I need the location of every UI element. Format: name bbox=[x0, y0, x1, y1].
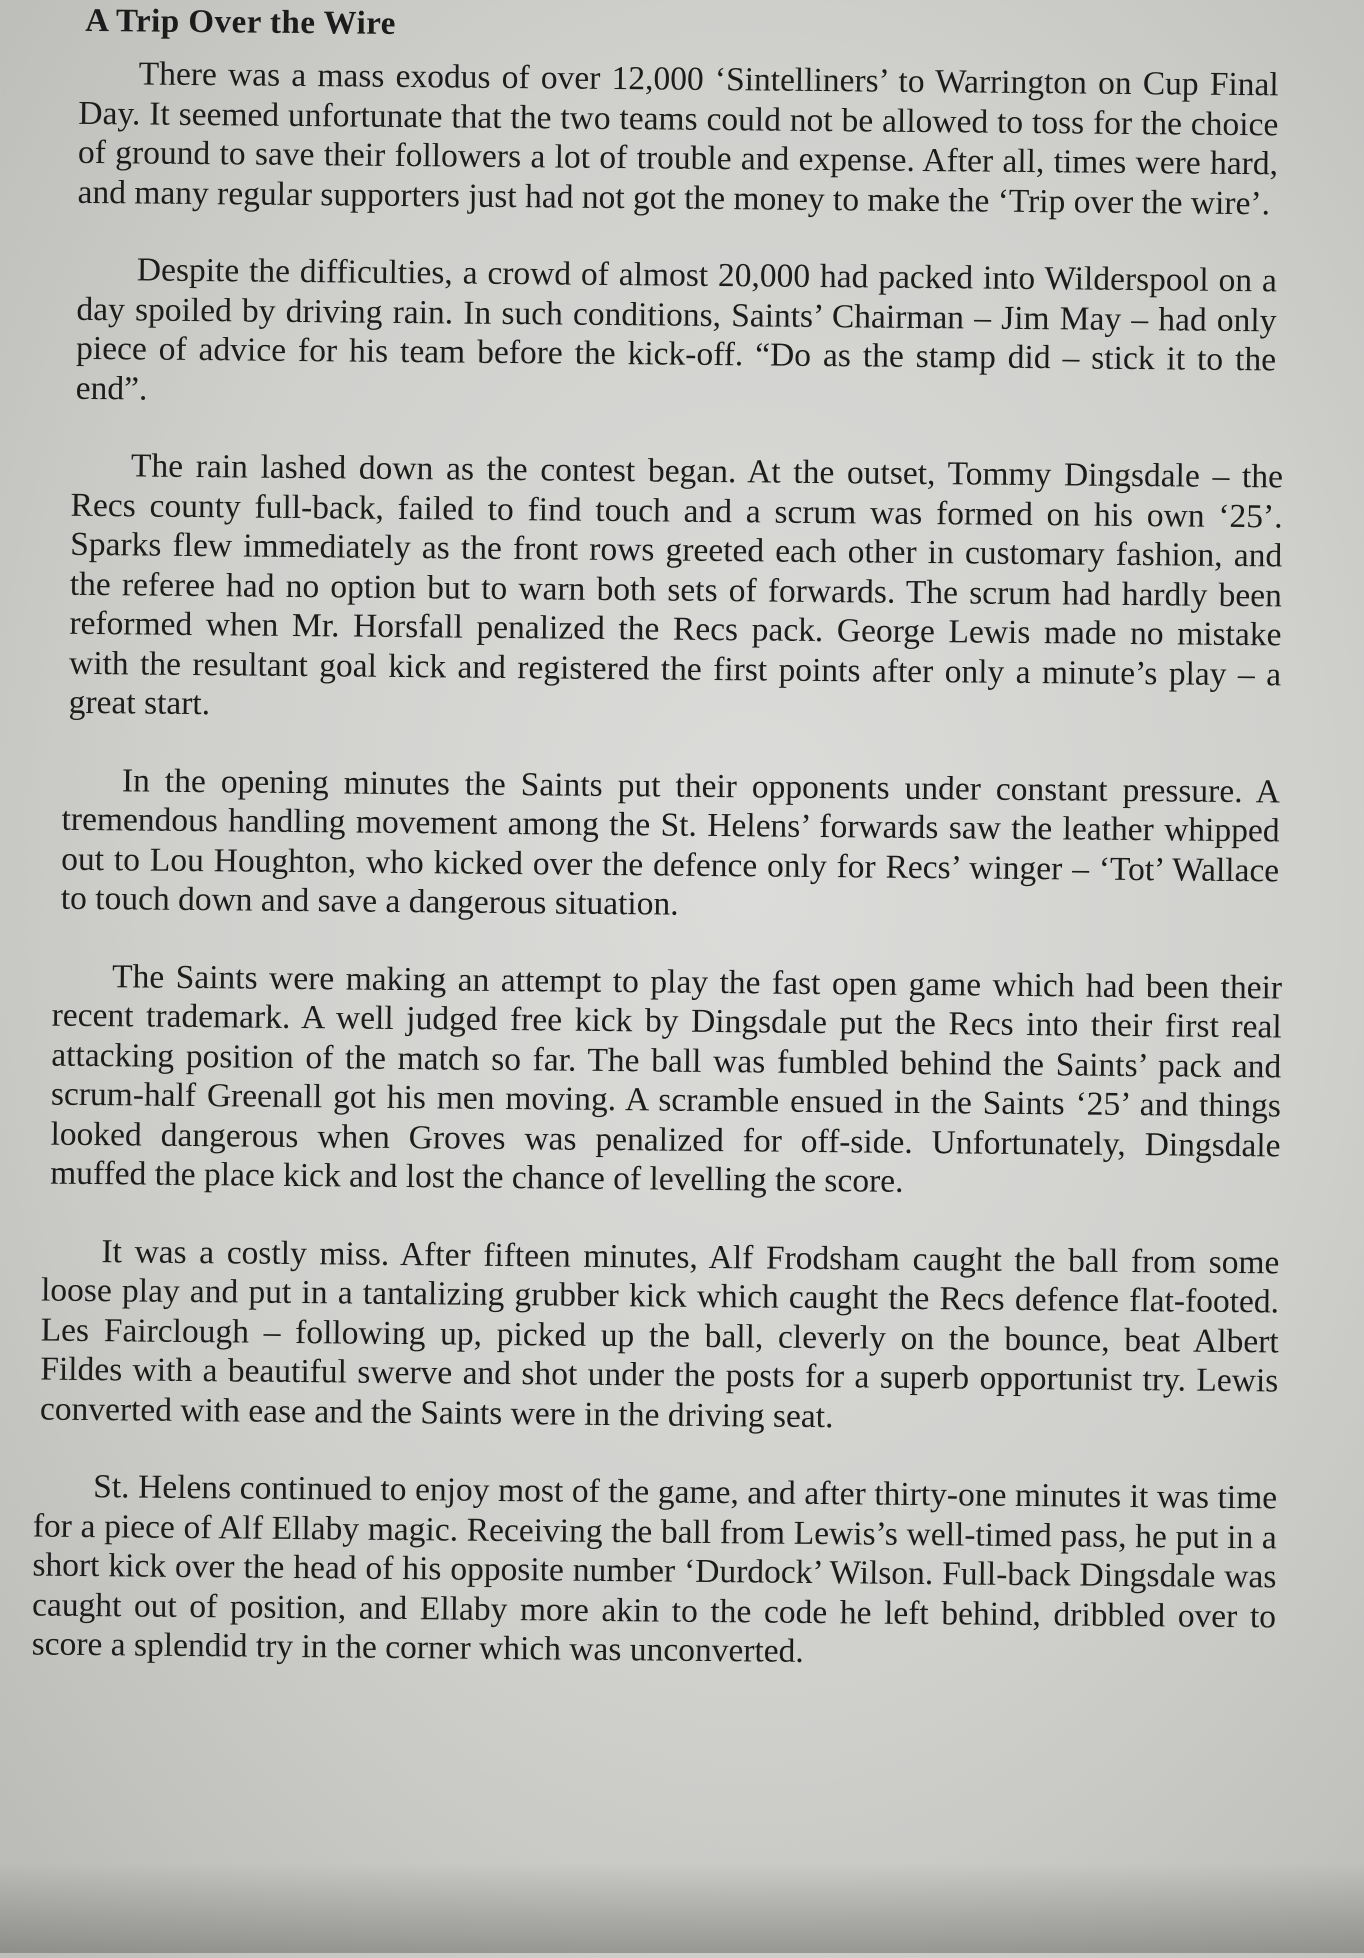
section-heading: A Trip Over the Wire bbox=[85, 2, 397, 42]
paragraph-3: The rain lashed down as the contest began. At the outset, Tommy Dingsdale – the Recs county full-back, failed to find touch and a scrum was formed on his own ‘25’. Sparks flew immediately as the front rows greeted each other in customary fashion, and the referee had no option but to warn both sets of forwards. The scrum had hardly been reformed when Mr. Horsfall penalized the Recs pack. George Lewis made no mistake with the resultant goal kick and registered the first points after only a minute’s play – a great start. bbox=[68, 447, 1284, 723]
paragraph-2: Despite the difficulties, a crowd of almost 20,000 had packed into Wilderspool on a day spoiled by driving rain. In such conditions, Saints’ Chairman – Jim May – had only piece of advice for his team before the kick-off. “Do as the stamp did – stick it to the end”. bbox=[75, 251, 1278, 408]
paragraph-5: The Saints were making an attempt to play the fast open game which had been their recent trademark. A well judged free kick by Dingsdale put the Recs into their first real attacking position of the match so far. The ball was fumbled behind the Saints’ pack and scrum-half Greenall got his men moving. A scramble ensued in the Saints ‘25’ and things looked dangerous when Groves was penalized for off-side. Unfortunately, Dingsdale muffed the place kick and lost the chance of levelling the score. bbox=[50, 957, 1283, 1200]
paragraph-4: In the opening minutes the Saints put their opponents under constant pressure. A tremendous handling movement among the St. Helens’ forwards saw the leather whipped out to Lou Houghton, who kicked over the defence only for Recs’ winger – ‘Tot’ Wallace to touch down and save a dangerous situation. bbox=[60, 761, 1281, 923]
paragraph-6: It was a costly miss. After fifteen minutes, Alf Frodsham caught the ball from some loose play and put in a tantalizing grubber kick which caught the Recs defence flat-footed. Les Fairclough – following up, picked up the ball, cleverly on the bounce, beat Albert Fildes with a beautiful swerve and shot under the posts for a superb opportunist try. Lewis converted with ease and the Saints were in the driving seat. bbox=[39, 1232, 1280, 1435]
paragraph-1: There was a mass exodus of over 12,000 ‘Sintelliners’ to Warrington on Cup Final Day. It seemed unfortunate that the two teams could not be allowed to toss for the choice of ground to save their followers a lot of trouble and expense. After all, times were hard, and many regular supporters just had not got the money to make the ‘Trip over the wire’. bbox=[77, 55, 1279, 222]
paragraph-7: St. Helens continued to enjoy most of the game, and after thirty-one minutes it was time for a piece of Alf Ellaby magic. Receiving the ball from Lewis’s well-timed pass, he put in a short kick over the head of his opposite number ‘Durdock’ Wilson. Full-back Dingsdale was caught out of position, and Ellaby more akin to the code he left behind, dribbled over to score a splendid try in the corner which was unconverted. bbox=[31, 1468, 1278, 1670]
